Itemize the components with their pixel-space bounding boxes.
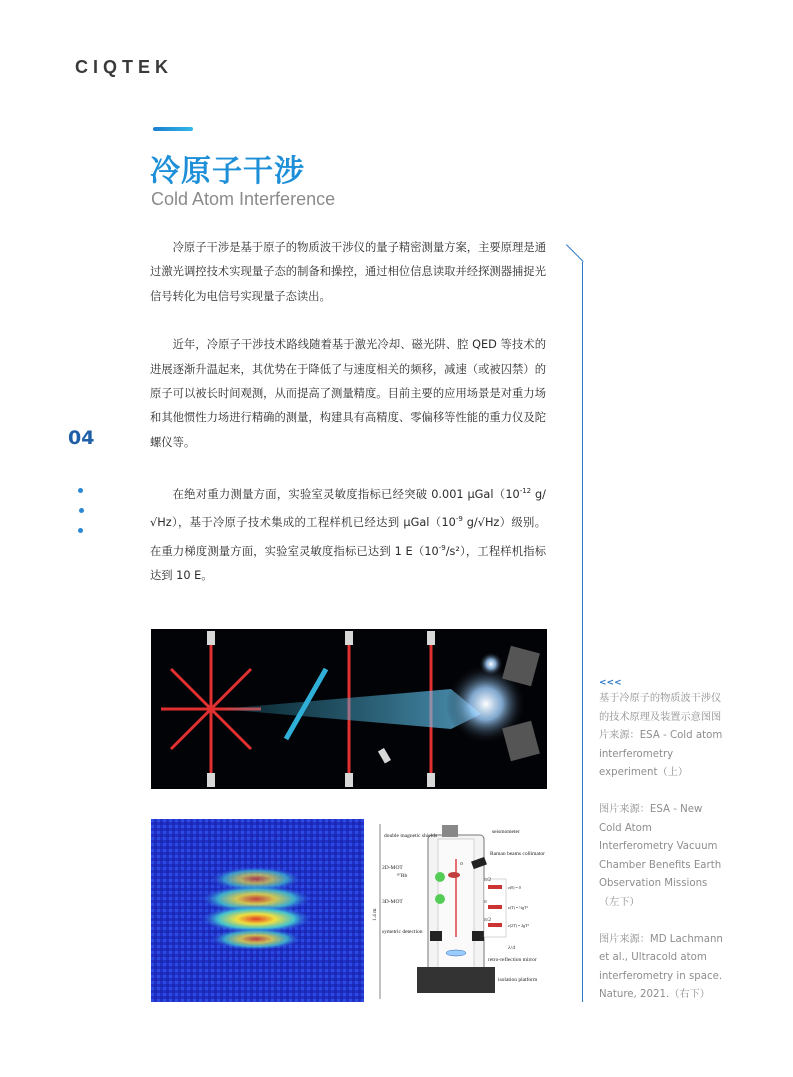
dot-3 [78, 528, 83, 533]
paragraph-3 [150, 479, 546, 588]
body-text [150, 236, 546, 612]
label-3dmot: 3D-MOT [382, 899, 403, 905]
p3-part-d: /s²），工程样机指标达到 10 E。 [150, 544, 547, 582]
p3-sup-2: -9 [455, 515, 463, 524]
label-sigma: σ [460, 861, 463, 867]
label-z2T: z(2T) = 2gT² [508, 923, 529, 928]
p3-sup-3: -9 [438, 543, 446, 552]
label-pi: π [484, 899, 487, 905]
label-detection: symetric detection [382, 929, 423, 935]
label-shields: double magnetic shields [384, 833, 438, 839]
caption-1: 基于冷原子的物质波干涉仪的技术原理及装置示意图图片来源：ESA - Cold atom interferometry experiment（上） [599, 693, 723, 779]
page-subtitle: Cold Atom Interference [151, 189, 336, 209]
right-rule-diagonal [566, 244, 584, 262]
atom-cloud-image [151, 819, 364, 1002]
paragraph-1: 冷原子干涉是基于原子的物质波干涉仪的量子精密测量方案，主要原理是通过激光调控技术实现量子态的制备和操控，通过相位信息读取并经探测器捕捉光信号转化为电信号实现量子态读出。 [150, 241, 546, 303]
dot-1 [78, 488, 83, 493]
interferometer-illustration [151, 629, 547, 789]
label-zT: z(T) = ½gT² [508, 905, 528, 910]
p3-part-a: 在绝对重力测量方面，实验室灵敏度指标已经突破 0.001 μGal（10 [172, 488, 520, 502]
right-rule-line [582, 262, 583, 1002]
p3-sup-1: -12 [519, 487, 532, 496]
label-rb: ⁸⁷Rb [397, 873, 408, 879]
label-z0: z(0) = 0 [508, 885, 521, 890]
label-seismometer: seismometer [492, 829, 520, 835]
apparatus-diagram [372, 819, 547, 1002]
p3-part-b: g/√Hz），基于冷原子技术集成的工程样机已经达到 μGal（10 [150, 488, 546, 530]
page-title: 冷原子干涉 [150, 154, 305, 189]
title-accent-bar [153, 127, 193, 131]
dot-2 [79, 508, 84, 513]
label-mirror: retro-reflection mirror [488, 957, 537, 963]
ciqtek-logo: CIQTEK [75, 57, 174, 77]
label-pi2a: π/2 [484, 877, 492, 883]
image-caption [599, 676, 723, 1023]
height-label: 1.4 m [372, 908, 378, 921]
label-raman: Raman beams collimator [490, 851, 545, 857]
label-2dmot: 2D-MOT [382, 865, 403, 871]
p3-part-c: g/√Hz）级别。在重力梯度测量方面，实验室灵敏度指标已达到 1 E（10 [150, 516, 546, 558]
page-number: 04 [68, 427, 95, 449]
label-lambda: λ/4 [508, 945, 515, 951]
caption-arrows: <<< [599, 678, 622, 688]
label-pi2b: π/2 [484, 917, 492, 923]
caption-2: 图片来源：ESA - New Cold Atom Interferometry Vacuum Chamber Benefits Earth Observation Missions（左下） [599, 803, 722, 908]
paragraph-2: 近年，冷原子干涉技术路线随着基于激光冷却、磁光阱、腔 QED 等技术的进展逐渐升温起来，其优势在于降低了与速度相关的频移，减速（或被囚禁）的原子可以被长时间观测，从而提高了测量精度。目前主要的应用场景是对重力场和其他惯性力场进行精确的测量，构建具有高精度、零偏移等性能的重力仪及陀螺仪等。 [150, 338, 546, 449]
label-platform: isolation platform [498, 977, 538, 983]
caption-3: 图片来源：MD Lachmann et al., Ultracold atom interferometry in space. Nature, 2021.（右下） [599, 933, 723, 1001]
